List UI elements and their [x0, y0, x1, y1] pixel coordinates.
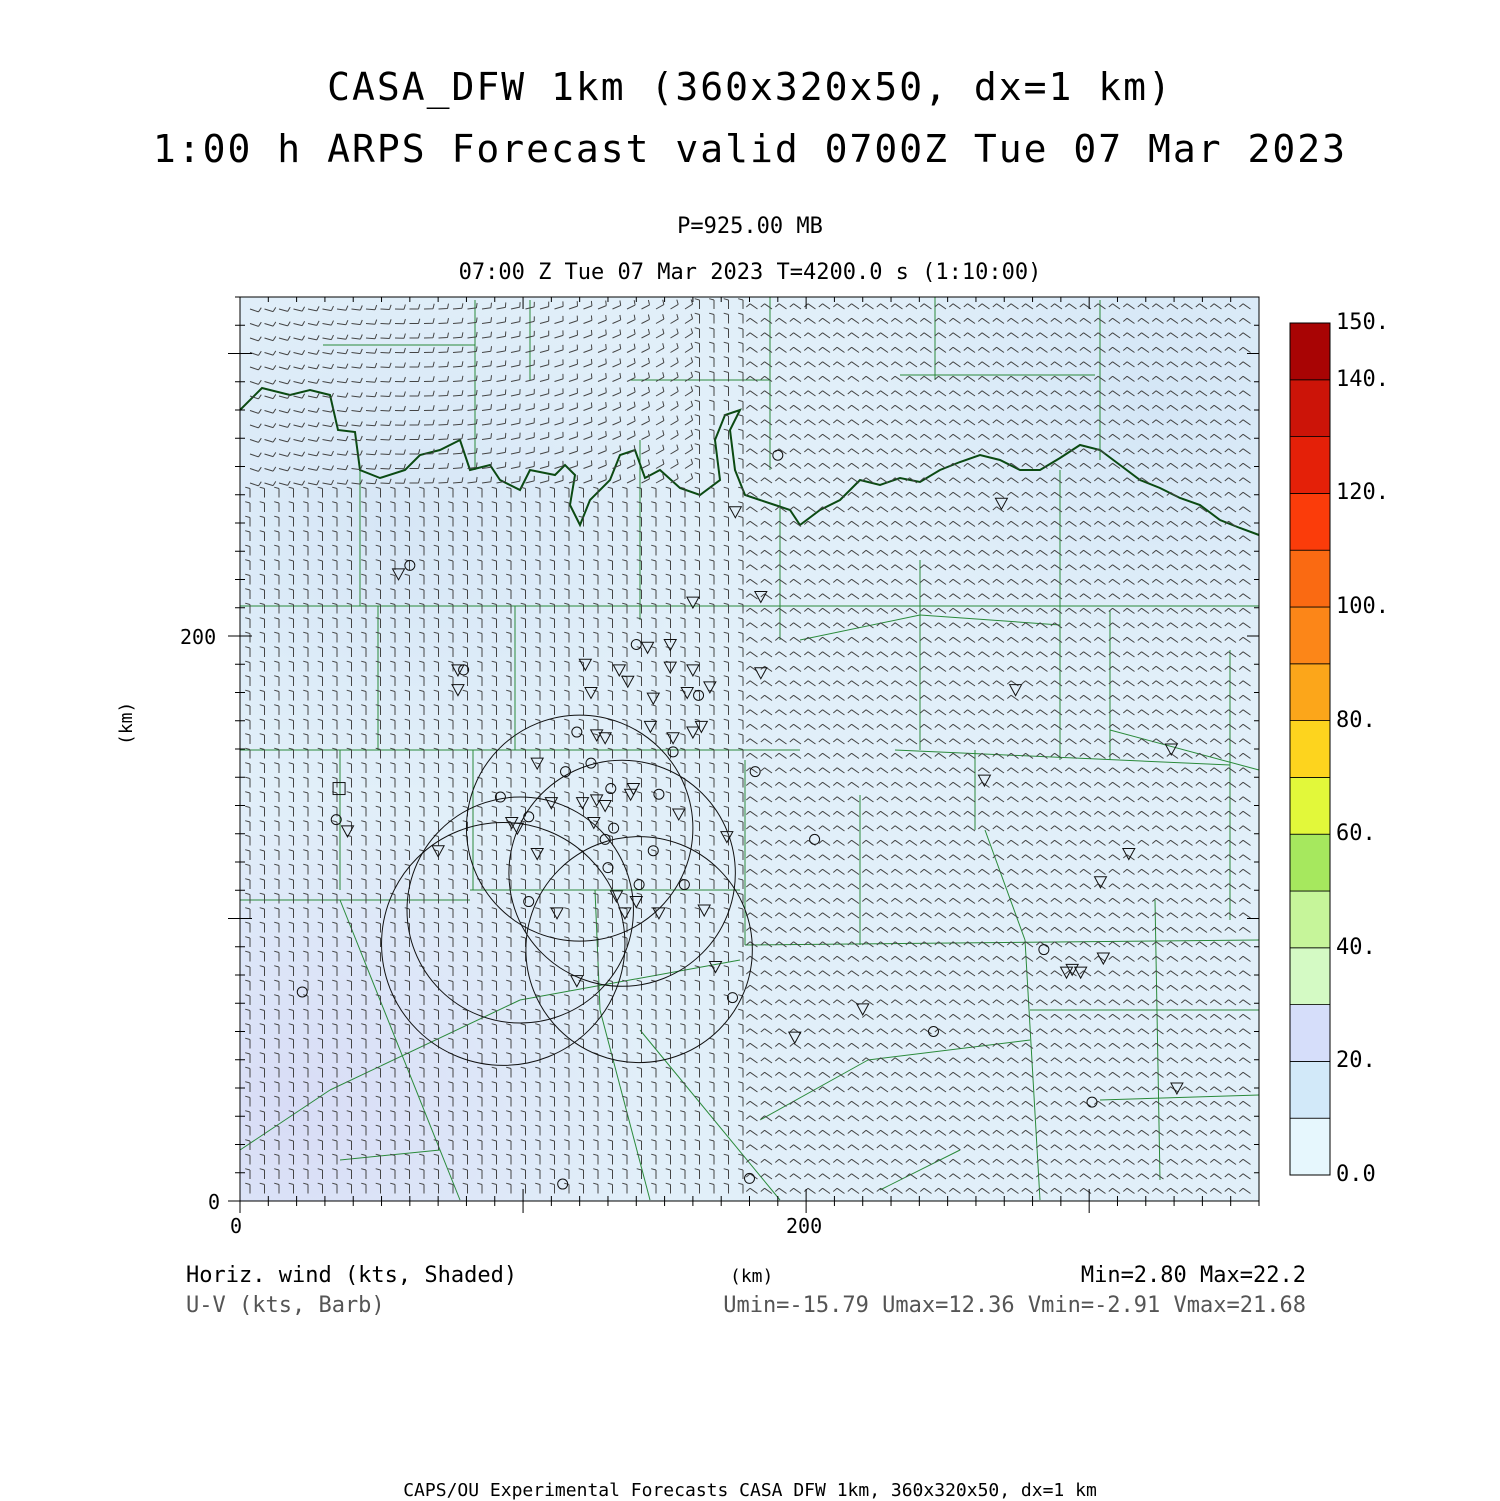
colorbar-label: 140. — [1336, 366, 1389, 392]
forecast-valid-title: 1:00 h ARPS Forecast valid 0700Z Tue 07 Mar 2023 — [152, 127, 1348, 171]
colorbar-swatch — [1290, 607, 1330, 664]
colorbar-swatch — [1290, 550, 1330, 607]
colorbar-label: 60. — [1336, 821, 1376, 847]
barb-field-legend: U-V (kts, Barb) — [186, 1293, 385, 1318]
colorbar-swatch — [1290, 437, 1330, 494]
footer-credit: CAPS/OU Experimental Forecasts CASA DFW 1km, 360x320x50, dx=1 km — [403, 1480, 1097, 1501]
colorbar-swatch — [1290, 664, 1330, 721]
colorbar-swatch — [1290, 1118, 1330, 1175]
colorbar-label: 20. — [1336, 1048, 1376, 1074]
colorbar-swatch — [1290, 834, 1330, 891]
pressure-level: P=925.00 MB — [677, 214, 823, 239]
y-axis-label: (km) — [116, 701, 137, 745]
colorbar-swatch — [1290, 721, 1330, 778]
colorbar-swatch — [1290, 948, 1330, 1005]
x-tick-label: 200 — [786, 1214, 823, 1238]
colorbar-swatch — [1290, 1061, 1330, 1118]
colorbar-swatch — [1290, 493, 1330, 550]
colorbar-swatch — [1290, 1005, 1330, 1062]
shaded-field-legend: Horiz. wind (kts, Shaded) — [186, 1263, 518, 1288]
colorbar-swatch — [1290, 380, 1330, 437]
y-tick-label: 200 — [180, 625, 217, 649]
colorbar-swatch — [1290, 777, 1330, 834]
uv-stats-readout: Umin=-15.79 Umax=12.36 Vmin=-2.91 Vmax=21.68 — [723, 1293, 1306, 1318]
colorbar-label: 100. — [1336, 594, 1389, 619]
colorbar-label: 80. — [1336, 707, 1376, 733]
colorbar-label: 40. — [1336, 934, 1376, 960]
forecast-time: 07:00 Z Tue 07 Mar 2023 T=4200.0 s (1:10:00) — [458, 260, 1042, 285]
colorbar-label: 150. — [1336, 310, 1389, 335]
colorbar-label: 120. — [1336, 480, 1389, 506]
y-tick-label: 0 — [208, 1190, 221, 1214]
x-axis-label: (km) — [730, 1266, 774, 1287]
x-tick-label: 0 — [230, 1214, 243, 1238]
colorbar-label: 0.0 — [1336, 1162, 1376, 1187]
chart-title: CASA_DFW 1km (360x320x50, dx=1 km) — [327, 65, 1173, 109]
colorbar-swatch — [1290, 891, 1330, 948]
min-max-readout: Min=2.80 Max=22.2 — [1080, 1263, 1306, 1288]
colorbar-swatch — [1290, 323, 1330, 380]
